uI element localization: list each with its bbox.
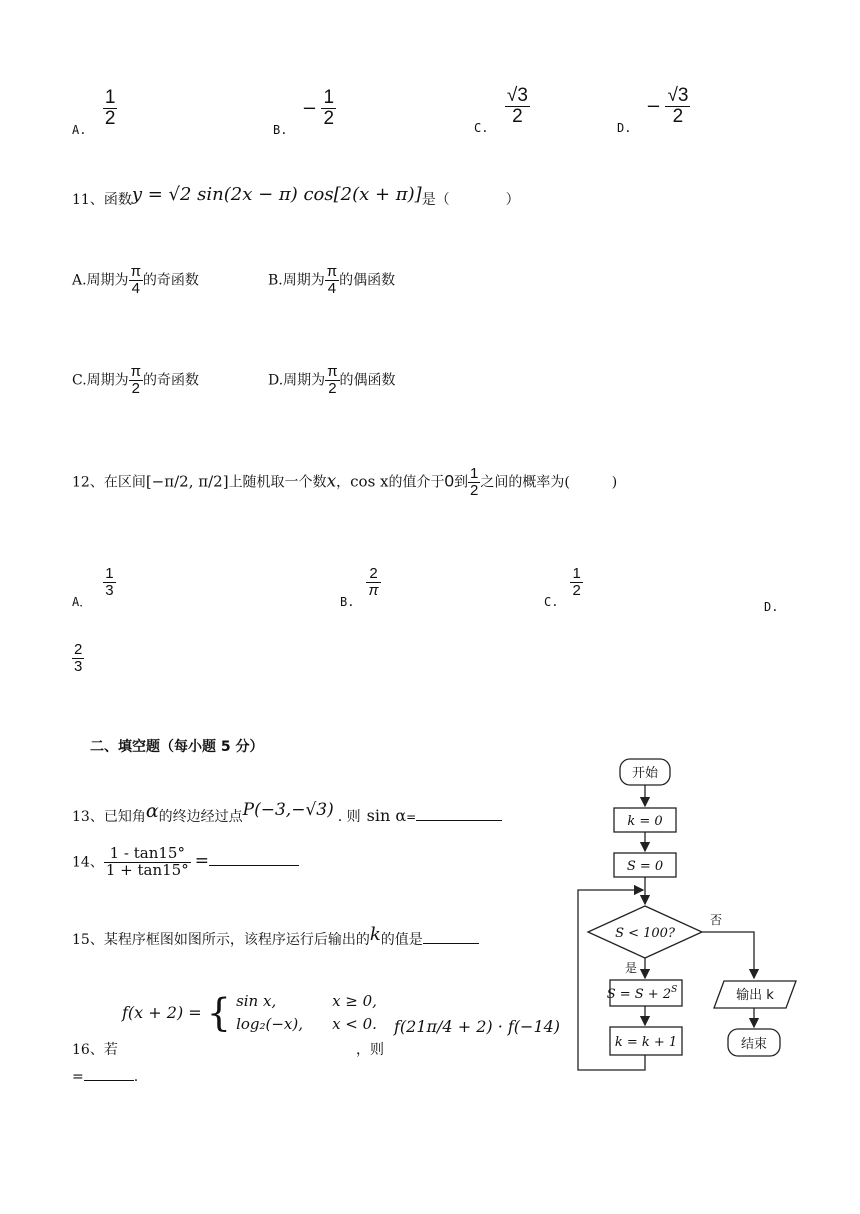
q14 (72, 846, 299, 879)
q13-mid: 的终边经过点 (158, 809, 243, 825)
q10-option-c (474, 85, 530, 136)
option-tail: 的偶函数 (339, 372, 396, 389)
option-label: A. (72, 123, 87, 138)
option-label: D.周期为 (268, 372, 326, 389)
init-k-label: k = 0 (627, 814, 663, 829)
option-label: C.周期为 (72, 372, 129, 389)
fraction (104, 846, 191, 879)
answer-blank[interactable] (209, 851, 299, 866)
fraction (325, 264, 339, 297)
q12-mid2: 的值介于 (388, 474, 445, 491)
q13-point: P(−3,−√3) (242, 800, 334, 820)
q12-option-d-value (72, 642, 84, 675)
denominator: 2 (131, 379, 141, 397)
q11-option-b (268, 264, 395, 297)
q15 (72, 924, 479, 949)
q13-prefix: 13、已知角 (72, 809, 146, 825)
fraction (321, 88, 336, 129)
denominator: 4 (327, 279, 337, 297)
numerator: π (130, 263, 141, 280)
q13-eq: = (406, 810, 417, 824)
denominator: 2 (512, 105, 523, 127)
output-label: 输出 k (736, 988, 774, 1003)
q16-expr: f(21π/4 + 2) · f(−14) (394, 1017, 561, 1036)
q10-option-a (72, 87, 117, 138)
q12-prefix: 12、在区间 (72, 474, 146, 491)
q11-option-c (72, 364, 199, 397)
fraction (129, 264, 143, 297)
minus-sign: − (645, 95, 661, 117)
option-label: A.周期为 (72, 272, 129, 289)
q13-sin: sin α (366, 806, 407, 825)
denominator: 3 (74, 657, 83, 675)
denominator: 2 (104, 107, 116, 129)
q10-option-d (617, 85, 690, 136)
q16-end: . (133, 1069, 139, 1085)
update-s-sup: S (671, 985, 678, 995)
numerator: π (327, 363, 338, 380)
denominator: 2 (328, 379, 337, 397)
init-s-label: S = 0 (626, 859, 664, 874)
q11-stem (72, 184, 520, 209)
q13 (72, 800, 502, 826)
fraction (570, 566, 582, 599)
q12-option-a (72, 565, 116, 610)
q12-mid1: 上随机取一个数 (228, 474, 327, 491)
q12-mid3: 到 (453, 474, 468, 491)
numerator: 1 (105, 565, 114, 582)
q13-mid2: . 则 (337, 809, 361, 825)
q16-cases (236, 990, 377, 1035)
q16-lhs: f(x + 2) = (122, 1003, 202, 1022)
q12-suffix: 之间的概率为( ) (480, 474, 618, 491)
q12-comma: ， (336, 474, 351, 491)
q14-prefix: 14、 (72, 854, 104, 871)
fraction (103, 88, 118, 129)
fraction (505, 86, 530, 127)
option-label: C. (474, 121, 489, 136)
q12-zero: 0 (444, 471, 454, 491)
q12-option-d-label (764, 599, 778, 615)
answer-blank[interactable] (84, 1066, 134, 1081)
case1: sin x, (236, 992, 277, 1010)
q16-eq: = (72, 1069, 84, 1085)
q15-prefix: 15、某程序框图如图所示，该程序运行后输出的 (72, 932, 370, 948)
option-label: B. (273, 123, 288, 138)
answer-blank[interactable] (423, 929, 479, 944)
q12-cosx: cos x (350, 472, 389, 491)
cond1: x ≥ 0, (332, 992, 377, 1010)
option-tail: 的奇函数 (142, 272, 199, 289)
q12-option-b (340, 565, 381, 610)
numerator: 1 (104, 87, 116, 108)
numerator: π (326, 263, 338, 280)
q12-option-c (544, 565, 583, 610)
q13-alpha: α (145, 800, 159, 822)
numerator: π (130, 363, 142, 380)
condition-label: S < 100? (615, 926, 675, 941)
q12-var: x (326, 471, 337, 492)
cond2: x < 0. (332, 1014, 377, 1033)
numerator: 1 (572, 565, 581, 582)
update-k-label: k = k + 1 (614, 1035, 678, 1050)
q10-option-b (273, 87, 336, 138)
option-tail: 的奇函数 (143, 372, 200, 389)
fraction (665, 86, 690, 127)
q16-prefix: 16、若 (72, 1042, 118, 1058)
numerator: 1 (323, 87, 335, 108)
start-label: 开始 (631, 766, 659, 781)
denominator: 2 (572, 581, 581, 599)
minus-sign: − (301, 97, 317, 119)
option-label: D. (617, 121, 632, 136)
brace: { (206, 990, 231, 1035)
denominator: 2 (469, 481, 479, 499)
update-s-label (607, 985, 678, 1002)
answer-blank[interactable] (416, 806, 502, 821)
numerator: 1 - tan15° (109, 844, 185, 862)
numerator: 1 (469, 465, 479, 482)
q16-mid: ，则 (356, 1042, 384, 1058)
case2: log₂(−x), (236, 1014, 304, 1033)
q11-formula: y = √2 sin(2x − π) cos[2(x + π)] (131, 184, 422, 205)
denominator: 4 (131, 279, 140, 297)
numerator: 2 (74, 641, 83, 658)
q14-eq: = (194, 851, 209, 872)
q15-suffix: 的值是 (380, 932, 423, 948)
no-branch-arrow (702, 932, 754, 978)
fraction (366, 566, 380, 599)
option-label: D. (764, 600, 779, 614)
q16-piecewise (122, 990, 377, 1035)
option-tail: 的偶函数 (339, 272, 396, 289)
numerator: √3 (506, 85, 528, 106)
fraction (103, 566, 115, 599)
denominator: 2 (672, 105, 684, 127)
q16-prefix-row (72, 1039, 118, 1059)
option-label: B.周期为 (268, 272, 325, 289)
q11-option-a (72, 264, 199, 297)
q15-k: k (369, 924, 381, 945)
option-label: A． (72, 595, 92, 610)
fraction (468, 466, 480, 499)
fraction (72, 642, 84, 675)
section-title: 二、填空题（每小题 5 分） (90, 739, 264, 755)
no-label: 否 (709, 913, 723, 927)
denominator: 3 (105, 581, 114, 599)
update-s-text: S = S + 2 (606, 987, 672, 1002)
numerator: √3 (667, 85, 689, 106)
denominator: π (368, 581, 379, 599)
fraction (129, 364, 143, 397)
flowchart (574, 752, 814, 1078)
end-label: 结束 (740, 1037, 768, 1052)
q11-suffix: 是（ ） (421, 192, 520, 208)
yes-label: 是 (624, 961, 638, 975)
option-label: C. (544, 595, 559, 610)
denominator: 1 + tan15° (105, 860, 189, 879)
q12-interval: [−π/2, π/2] (145, 472, 229, 491)
q12-stem (72, 466, 617, 499)
numerator: 2 (369, 565, 378, 582)
fraction (325, 364, 339, 397)
option-label: B. (340, 595, 355, 610)
q11-option-d (268, 364, 396, 397)
q11-prefix: 11、函数 (72, 192, 132, 208)
denominator: 2 (323, 107, 335, 129)
q16-answer-row (72, 1066, 138, 1085)
